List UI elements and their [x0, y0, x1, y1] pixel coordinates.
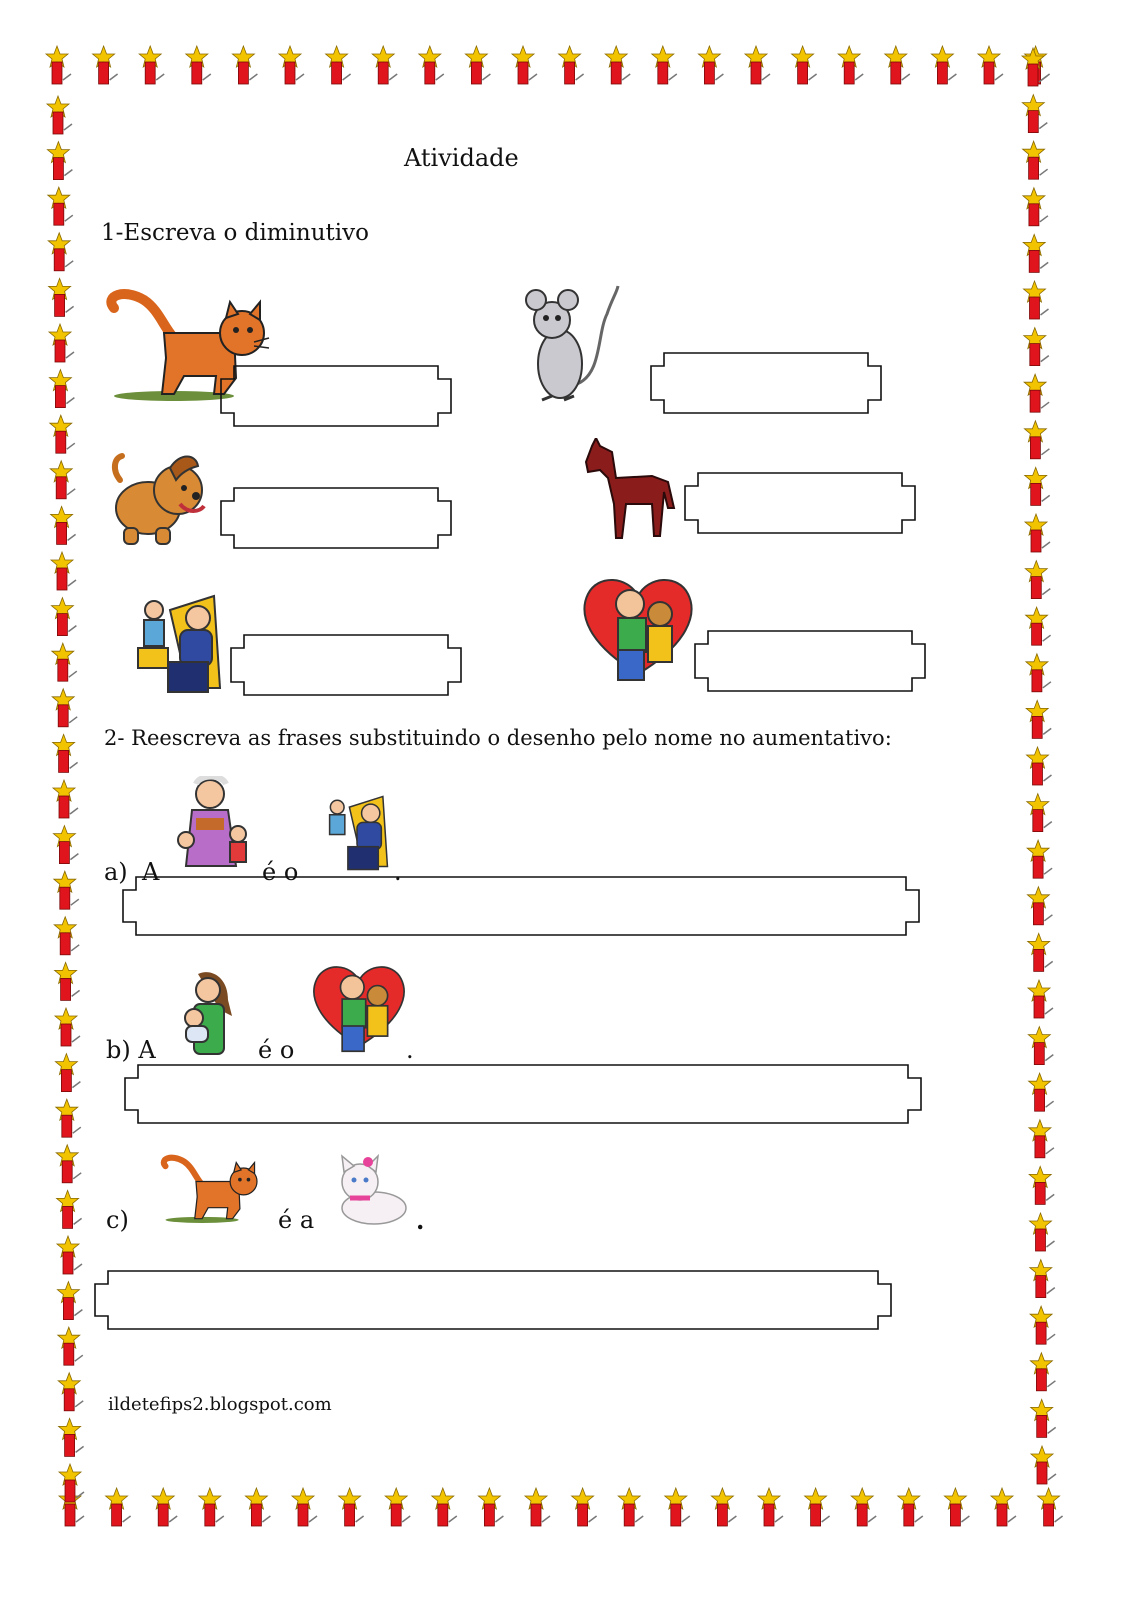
firecracker-icon [525, 1488, 550, 1526]
firecracker-icon [139, 46, 164, 84]
firecracker-icon [1027, 840, 1052, 878]
item-c-letter: c) [106, 1206, 129, 1234]
firecracker-icon [1027, 794, 1052, 832]
firecracker-icon [1030, 1213, 1055, 1251]
answer-box-outline [221, 488, 451, 548]
firecracker-icon [478, 1488, 503, 1526]
firecracker-icon [618, 1488, 643, 1526]
firecracker-icon [53, 826, 78, 864]
firecracker-icon [186, 46, 211, 84]
item-b-letter: b) A [106, 1036, 156, 1064]
item-a-word: A [142, 858, 160, 886]
firecracker-icon [52, 689, 77, 727]
item-c-connector: é a [278, 1206, 315, 1234]
dad-son-hug-icon [308, 962, 410, 1058]
firecracker-icon [559, 46, 584, 84]
firecracker-icon [47, 96, 72, 134]
firecracker-icon [59, 1418, 84, 1456]
firecracker-icon [898, 1488, 923, 1526]
question-1-instruction: 1-Escreva o diminutivo [101, 220, 369, 246]
firecracker-icon [1024, 374, 1049, 412]
firecracker-icon [465, 46, 490, 84]
firecracker-icon [1029, 1073, 1054, 1111]
firecracker-icon [57, 1236, 82, 1274]
answer-box[interactable] [684, 472, 916, 534]
firecracker-icon [58, 1327, 83, 1365]
firecracker-icon [1022, 95, 1047, 133]
firecracker-icon [885, 46, 910, 84]
mother-baby-icon [180, 970, 236, 1060]
answer-box[interactable] [230, 634, 462, 696]
answer-box-outline [685, 473, 915, 533]
firecracker-icon [232, 46, 257, 84]
firecracker-icon [56, 1099, 81, 1137]
sentence-answer-box[interactable] [124, 1064, 922, 1124]
firecracker-icon [1028, 980, 1053, 1018]
firecracker-icon [1026, 607, 1051, 645]
firecracker-icon [53, 734, 78, 772]
horse-icon [582, 438, 678, 546]
mouse-icon [522, 284, 622, 408]
firecracker-icon [931, 46, 956, 84]
firecracker-icon [1028, 933, 1053, 971]
firecracker-icon [512, 46, 537, 84]
firecracker-icon [57, 1190, 82, 1228]
answer-box[interactable] [694, 630, 926, 692]
firecracker-icon [339, 1488, 364, 1526]
firecracker-icon [432, 1488, 457, 1526]
firecracker-icon [1023, 234, 1048, 272]
firecracker-icon [665, 1488, 690, 1526]
firecracker-icon [1027, 747, 1052, 785]
answer-box-outline [123, 877, 919, 935]
sentence-answer-box[interactable] [122, 876, 920, 936]
firecracker-icon [1023, 188, 1048, 226]
page-title: Atividade [404, 144, 519, 172]
white-kitten-icon [328, 1152, 414, 1228]
firecracker-icon [805, 1488, 830, 1526]
firecracker-icon [152, 1488, 177, 1526]
firecracker-icon [48, 233, 73, 271]
firecracker-icon [1028, 1027, 1053, 1065]
grandma-grandkids-icon [166, 776, 256, 872]
firecracker-icon [199, 1488, 224, 1526]
firecracker-icon [1025, 514, 1050, 552]
dog-icon [110, 450, 214, 550]
firecracker-icon [1026, 654, 1051, 692]
firecracker-icon [991, 1488, 1016, 1526]
item-b-period: . [406, 1036, 414, 1064]
firecracker-icon [711, 1488, 736, 1526]
firecracker-icon [419, 46, 444, 84]
firecracker-icon [745, 46, 770, 84]
firecracker-icon [1026, 700, 1051, 738]
blog-footer: ildetefips2.blogspot.com [108, 1394, 332, 1415]
firecracker-icon [1024, 281, 1049, 319]
firecracker-icon [1027, 887, 1052, 925]
firecracker-icon [978, 46, 1003, 84]
firecracker-icon [51, 552, 76, 590]
firecracker-icon [1030, 1353, 1055, 1391]
firecracker-icon [51, 506, 76, 544]
firecracker-icon [49, 278, 74, 316]
firecracker-icon [51, 598, 76, 636]
answer-box-outline [125, 1065, 921, 1123]
firecracker-icon [54, 871, 79, 909]
firecracker-icon [50, 415, 75, 453]
answer-box-outline [231, 635, 461, 695]
firecracker-icon [48, 187, 73, 225]
firecracker-icon [49, 370, 74, 408]
firecracker-icon [1031, 1446, 1056, 1484]
item-a-period: . [394, 858, 402, 886]
firecracker-icon [372, 46, 397, 84]
grandpa-icon [134, 592, 226, 696]
firecracker-icon [55, 1054, 80, 1092]
firecracker-icon [54, 917, 79, 955]
answer-box-outline [95, 1271, 891, 1329]
firecracker-icon [56, 1145, 81, 1183]
firecracker-icon [652, 46, 677, 84]
firecracker-icon [1031, 1399, 1056, 1437]
firecracker-icon [50, 461, 75, 499]
firecracker-icon [1029, 1166, 1054, 1204]
firecracker-icon [1023, 141, 1048, 179]
question-2-instruction: 2- Reescreva as frases substituindo o desenho pelo nome no aumentativo: [104, 726, 892, 750]
firecracker-icon [838, 46, 863, 84]
answer-box-outline [695, 631, 925, 691]
firecracker-icon [605, 46, 630, 84]
firecracker-icon [1029, 1120, 1054, 1158]
firecracker-icon [1024, 328, 1049, 366]
firecracker-icon [58, 1373, 83, 1411]
item-a-letter: a) [104, 858, 128, 886]
firecracker-icon [1024, 421, 1049, 459]
item-a-connector: é o [262, 858, 299, 886]
firecracker-icon [758, 1488, 783, 1526]
answer-box[interactable] [220, 487, 452, 549]
firecracker-icon [245, 1488, 270, 1526]
firecracker-icon [57, 1282, 82, 1320]
firecracker-icon [53, 780, 78, 818]
grandpa-icon [322, 792, 392, 874]
firecracker-icon [944, 1488, 969, 1526]
firecracker-icon [52, 643, 77, 681]
firecracker-icon [385, 1488, 410, 1526]
firecracker-icon [47, 142, 72, 180]
answer-box[interactable] [650, 352, 882, 414]
item-c-period: . [416, 1206, 425, 1235]
firecracker-icon [106, 1488, 131, 1526]
cat-icon [156, 1154, 264, 1226]
firecracker-icon [851, 1488, 876, 1526]
firecracker-icon [55, 962, 80, 1000]
firecracker-icon [55, 1008, 80, 1046]
dad-son-hug-icon [578, 574, 698, 688]
answer-box[interactable] [220, 365, 452, 427]
firecracker-icon [1038, 1488, 1063, 1526]
firecracker-icon [1025, 467, 1050, 505]
firecracker-icon [46, 46, 71, 84]
firecracker-icon [1025, 561, 1050, 599]
firecracker-icon [1030, 1260, 1055, 1298]
firecracker-icon [279, 46, 304, 84]
firecracker-icon [326, 46, 351, 84]
firecracker-icon [292, 1488, 317, 1526]
firecracker-icon [49, 324, 74, 362]
firecracker-icon [698, 46, 723, 84]
firecracker-icon [93, 46, 118, 84]
firecracker-icon [572, 1488, 597, 1526]
answer-box-outline [221, 366, 451, 426]
firecracker-icon [1030, 1306, 1055, 1344]
firecracker-icon [792, 46, 817, 84]
sentence-answer-box[interactable] [94, 1270, 892, 1330]
answer-box-outline [651, 353, 881, 413]
item-b-connector: é o [258, 1036, 295, 1064]
